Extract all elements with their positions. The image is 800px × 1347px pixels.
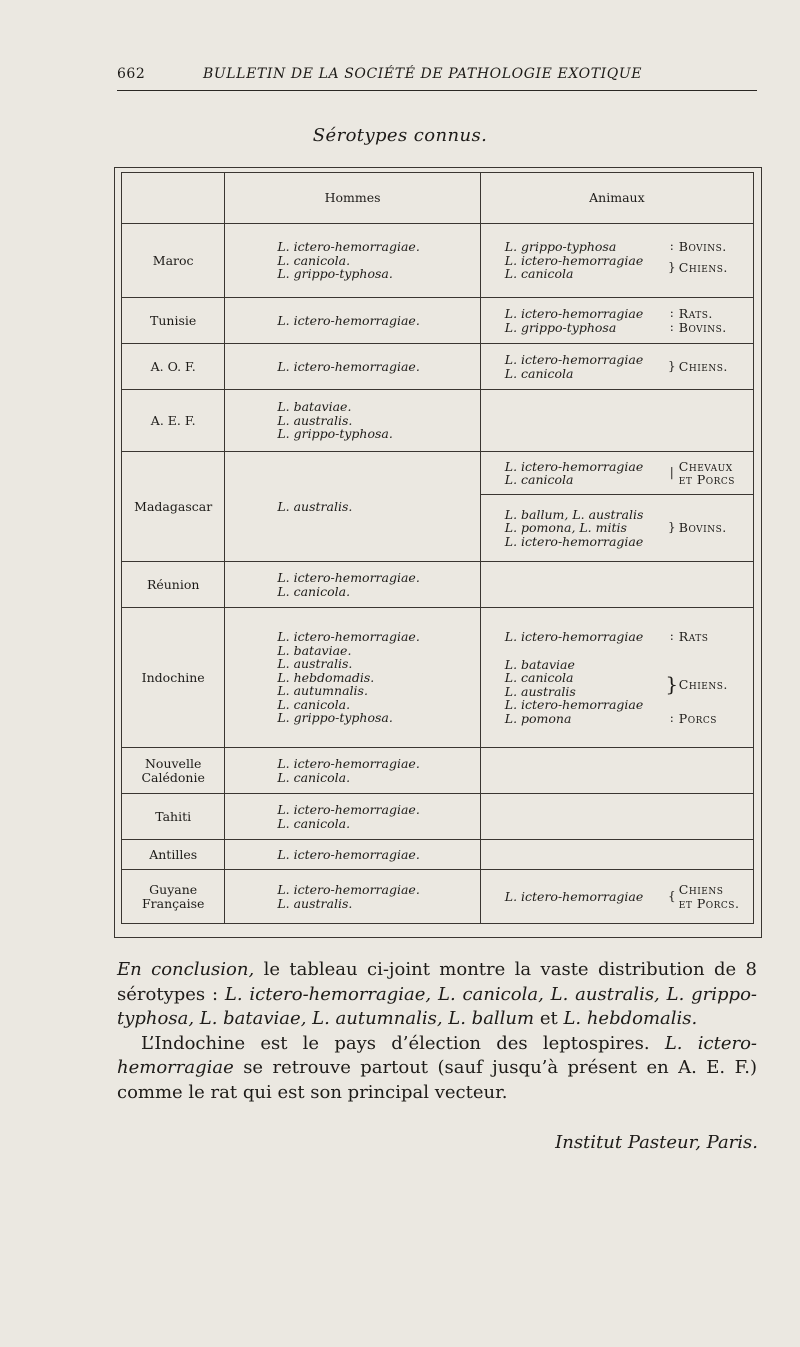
serotype: L. ictero-hemorragiae (504, 629, 644, 644)
serotype: L. grippo-typhosa (504, 239, 617, 255)
serotype: L. ictero-hemorragiae. (277, 358, 420, 374)
table-row-antilles (122, 840, 754, 870)
serotype: L. bataviae. (277, 399, 352, 415)
colon: : (669, 710, 674, 725)
table-row-guyane (122, 870, 754, 924)
animal-host: Rats (678, 629, 709, 644)
animal-host: et Porcs. (678, 895, 740, 911)
header-animaux: Animaux (480, 173, 753, 224)
hommes-cell (225, 452, 480, 562)
animal-group (481, 658, 753, 712)
animal-group (481, 883, 753, 910)
animaux-cell (480, 794, 753, 840)
hommes-cell (225, 562, 480, 608)
table-row-madagascar (122, 452, 754, 562)
serotype: L. hebdomadis. (277, 669, 375, 685)
species-name: L. hebdomalis. (563, 1008, 698, 1029)
table-row-tunisie (122, 298, 754, 344)
table-row-indochine (122, 608, 754, 748)
brace-icon: { (667, 888, 676, 903)
animaux-cell (480, 224, 753, 298)
animaux-cell (480, 840, 753, 870)
table-row-tahiti (122, 794, 754, 840)
colon: : (669, 306, 674, 320)
serotype: L. ictero-hemorragiae (504, 533, 644, 549)
serotype: L. pomona, L. mitis (504, 520, 627, 536)
serotype: L. canicola (504, 670, 574, 685)
serotype: L. ictero-hemorragiae. (277, 312, 420, 328)
species-list: L. ictero-hemorragiae, L. canicola, L. australis, L. grippo-typhosa, L. bataviae, L. autumnalis, L. ballum (117, 983, 757, 1029)
animaux-cell (480, 298, 753, 344)
serotype: L. ictero-hemorragiae. (277, 239, 420, 255)
country-cell (122, 748, 225, 794)
country-cell: Réunion (122, 562, 225, 608)
country-cell: Tunisie (122, 298, 225, 344)
serotype: L. ictero-hemorragiae. (277, 882, 420, 897)
hommes-cell (225, 298, 480, 344)
brace-icon: | (669, 465, 674, 480)
serotype: L. autumnalis. (277, 683, 368, 699)
animal-host: Chiens. (678, 259, 728, 275)
species-name: L. ictero-hemorragiae (117, 1032, 757, 1078)
animal-host: Bovins. (678, 239, 727, 255)
lead-phrase: En conclusion, (117, 959, 255, 980)
page-number: 662 (117, 66, 146, 82)
serotype: L. canicola. (277, 252, 351, 268)
animal-host: Chevaux (678, 458, 733, 474)
serotype: L. ictero-hemorragiae (504, 458, 644, 474)
animal-entry (481, 630, 753, 644)
serotype: L. pomona (504, 710, 572, 726)
colon: : (669, 239, 674, 254)
animal-group (481, 353, 753, 380)
animal-host: Porcs (678, 710, 717, 726)
serotype: L. ictero-hemorragiae (504, 697, 644, 712)
animaux-cell (480, 870, 753, 924)
country-cell: A. O. F. (122, 344, 225, 390)
serotype: L. ictero-hemorragiae (504, 888, 644, 904)
country-cell: A. E. F. (122, 390, 225, 452)
table-title: Sérotypes connus. (312, 125, 488, 146)
brace-icon: } (667, 520, 676, 535)
serotype: L. canicola. (277, 815, 351, 831)
animaux-cell (480, 748, 753, 794)
brace-icon: } (667, 358, 676, 373)
animaux-cell (480, 562, 753, 608)
table-row-aof (122, 344, 754, 390)
text-run: L’Indochine est le pays d’élection des leptospires. (141, 1032, 665, 1054)
hommes-cell (225, 344, 480, 390)
signature: Institut Pasteur, Paris. (555, 1132, 758, 1153)
serotype: L. grippo-typhosa. (277, 426, 393, 442)
serotype: L. ictero-hemorragiae. (277, 802, 420, 817)
animal-host: Rats. (678, 306, 713, 321)
running-title: BULLETIN DE LA SOCIÉTÉ DE PATHOLOGIE EXOTIQUE (203, 66, 643, 82)
animal-host: Chiens. (678, 358, 728, 374)
country-line: Guyane (149, 882, 198, 897)
serotype: L. canicola (504, 472, 574, 487)
hommes-cell (225, 748, 480, 794)
colon: : (669, 319, 674, 334)
serotype: L. canicola. (277, 583, 351, 599)
country-cell: Madagascar (122, 452, 225, 562)
hommes-cell (225, 794, 480, 840)
animal-group (481, 254, 753, 281)
serotype: L. canicola (504, 266, 574, 282)
serotype: L. ictero-hemorragiae (504, 252, 644, 268)
animaux-cell (480, 390, 753, 452)
country-cell: Antilles (122, 840, 225, 870)
paragraph-indochine (117, 1032, 757, 1106)
table-row-aef (122, 390, 754, 452)
hommes-cell (225, 390, 480, 452)
text-run: se retrouve partout (sauf jusqu’à présent en A. E. F.) comme le rat qui est son principal vecteur. (117, 1057, 757, 1103)
serotype: L. ictero-hemorragiae. (277, 570, 420, 585)
page-header (117, 66, 757, 86)
serotype: L. australis (504, 683, 576, 699)
hommes-cell (225, 608, 480, 748)
country-line: Nouvelle (144, 756, 202, 771)
animal-entry (481, 712, 753, 726)
table-row-maroc (122, 224, 754, 298)
serotype: L. bataviae. (277, 642, 352, 658)
text-run: le tableau ci-joint montre la vaste distribution de 8 sérotypes : (117, 959, 758, 1005)
animal-group (481, 495, 753, 561)
animal-entry (481, 240, 753, 254)
hommes-cell (225, 840, 480, 870)
animal-host: Chiens (678, 882, 724, 897)
country-cell: Indochine (122, 608, 225, 748)
animal-group (481, 452, 753, 494)
serotype: L. ictero-hemorragiae (504, 352, 644, 367)
animaux-cell (480, 344, 753, 390)
header-rule (117, 90, 757, 91)
serotype: L. australis. (277, 412, 353, 428)
paragraph-conclusion (117, 958, 757, 1032)
serotype: L. canicola. (277, 769, 351, 785)
country-cell: Tahiti (122, 794, 225, 840)
animal-host: Chiens. (678, 676, 728, 692)
animal-host: Bovins. (678, 319, 727, 335)
serotype: L. canicola. (277, 696, 351, 712)
brace-icon: } (667, 259, 676, 274)
serotype: L. grippo-typhosa (504, 319, 617, 335)
animaux-cell (480, 452, 753, 562)
serotype: L. ballum, L. australis (504, 506, 644, 522)
country-line: Calédonie (141, 769, 205, 785)
table-row-nouvelle-caledonie (122, 748, 754, 794)
serotype: L. grippo-typhosa. (277, 710, 393, 726)
serotype: L. australis. (277, 895, 353, 911)
serotype: L. australis. (277, 656, 353, 672)
animal-host: Bovins. (678, 520, 727, 536)
conclusion-text (117, 958, 757, 1105)
serotype: L. canicola (504, 365, 574, 381)
header-hommes: Hommes (225, 173, 480, 224)
serotype: L. ictero-hemorragiae. (277, 756, 420, 771)
hommes-cell (225, 870, 480, 924)
colon: : (669, 629, 674, 643)
serotype: L. ictero-hemorragiae. (277, 846, 420, 862)
country-line: Française (141, 895, 205, 911)
table-header-row (122, 173, 754, 224)
serotype: L. bataviae (504, 656, 575, 672)
serotype: L. ictero-hemorragiae (504, 306, 644, 321)
animal-entry (481, 307, 753, 321)
country-cell: Maroc (122, 224, 225, 298)
table-row-reunion (122, 562, 754, 608)
brace-icon: } (665, 671, 679, 696)
animaux-cell (480, 608, 753, 748)
hommes-cell (225, 224, 480, 298)
text-run: et (534, 1008, 564, 1029)
serotypes-table (121, 172, 754, 924)
serotype: L. ictero-hemorragiae. (277, 629, 420, 645)
serotype: L. australis. (277, 498, 353, 514)
animal-entry (481, 321, 753, 335)
header-country-cell (122, 173, 225, 224)
animal-host: et Porcs (678, 472, 735, 487)
serotype: L. grippo-typhosa. (277, 266, 393, 282)
country-cell (122, 870, 225, 924)
